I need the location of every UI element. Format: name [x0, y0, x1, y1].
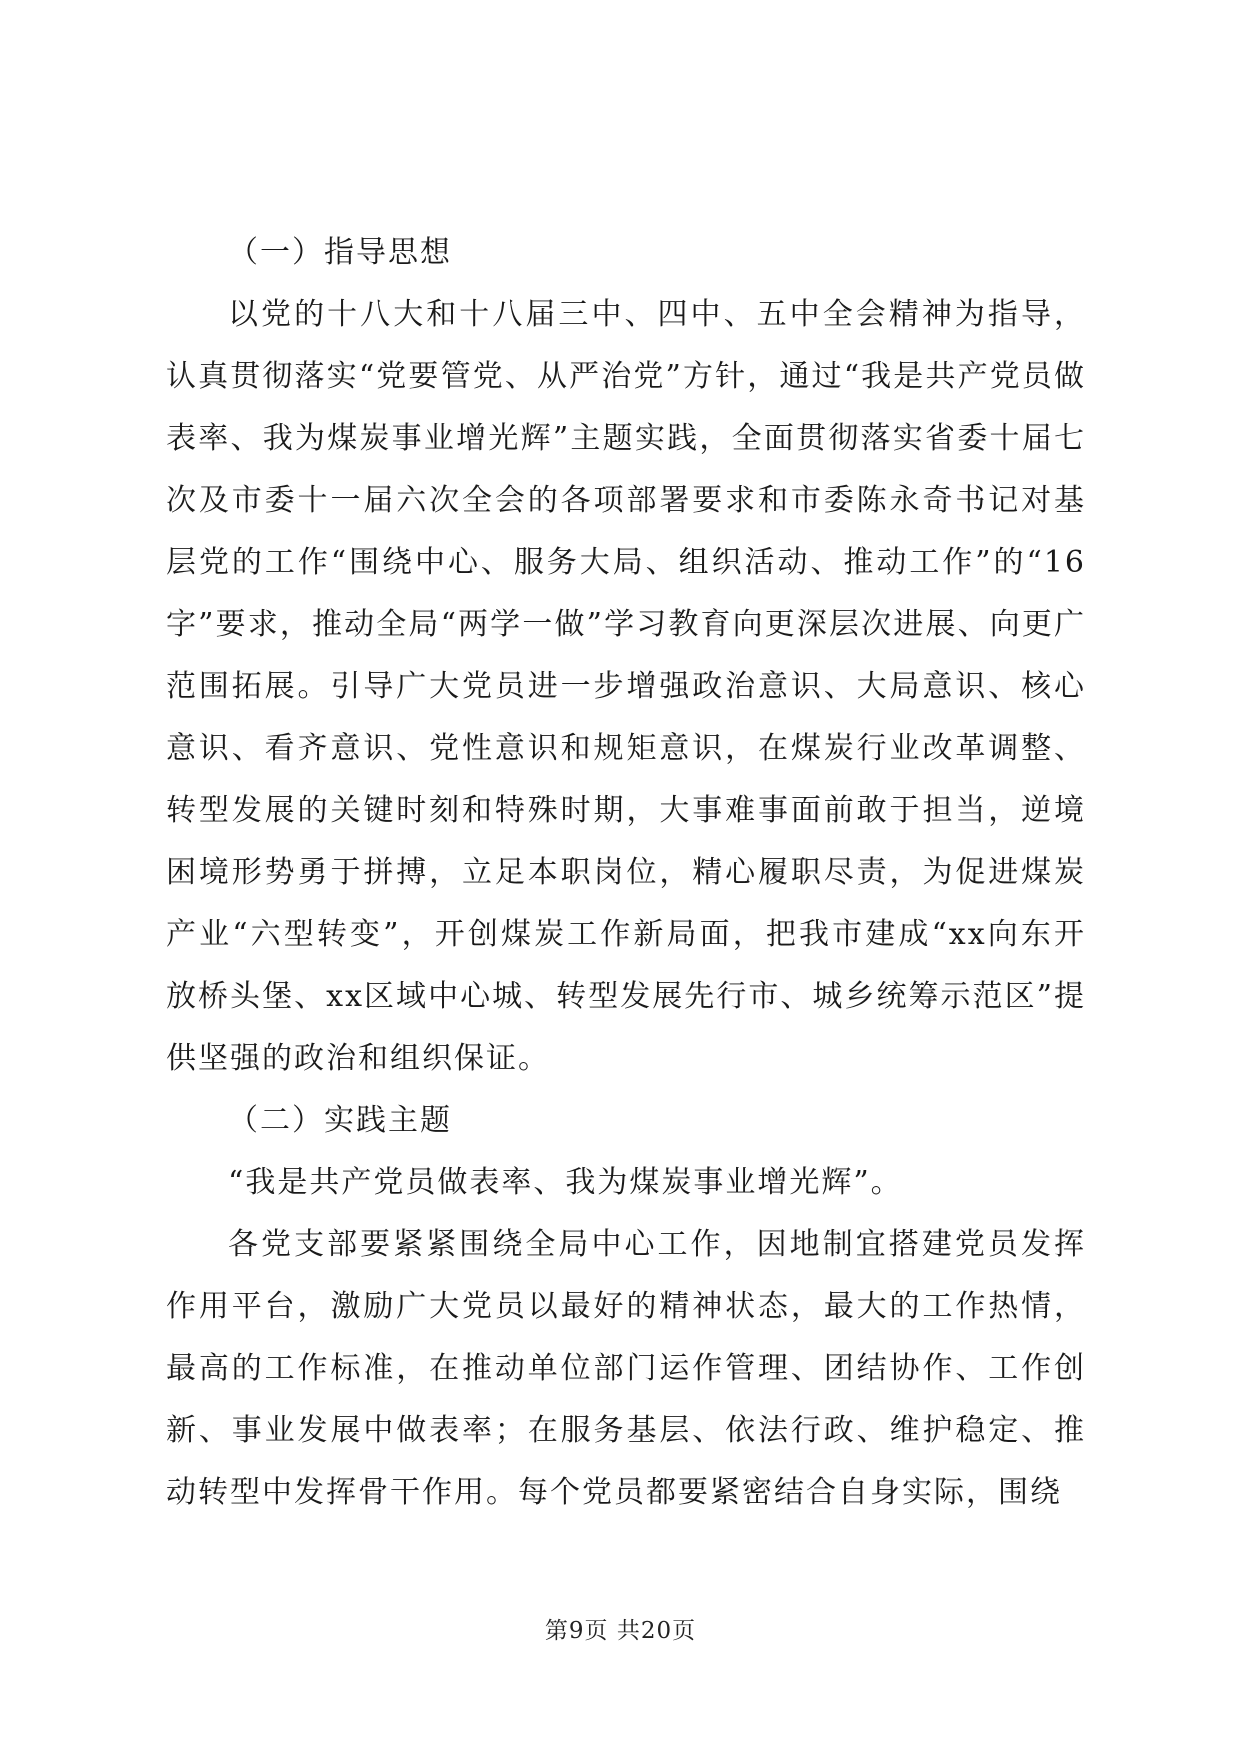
page-number-footer: 第9页 共20页	[544, 1618, 697, 1644]
paragraph-party-branch-requirements: 各党支部要紧紧围绕全局中心工作，因地制宜搭建党员发挥作用平台，激励广大党员以最好的精神状态，最大的工作热情，最高的工作标准，在推动单位部门运作管理、团结协作、工作创新、事业发展中做表率；在服务基层、依法行政、维护稳定、推动转型中发挥骨干作用。每个党员都要紧密结合自身实际，围绕	[166, 1227, 1086, 1510]
section-heading-practice-theme: （二）实践主题	[228, 1103, 452, 1138]
document-body	[166, 222, 1086, 1524]
paragraph-guiding-ideology: 以党的十八大和十八届三中、四中、五中全会精神为指导，认真贯彻落实“党要管党、从严治党”方针，通过“我是共产党员做表率、我为煤炭事业增光辉”主题实践，全面贯彻落实省委十届七次及市委十一届六次全会的各项部署要求和市委陈永奇书记对基层党的工作“围绕中心、服务大局、组织活动、推动工作”的“16字”要求，推动全局“两学一做”学习教育向更深层次进展、向更广范围拓展。引导广大党员进一步增强政治意识、大局意识、核心意识、看齐意识、党性意识和规矩意识，在煤炭行业改革调整、转型发展的关键时刻和特殊时期，大事难事面前敢于担当，逆境困境形势勇于拼搏，立足本职岗位，精心履职尽责，为促进煤炭产业“六型转变”，开创煤炭工作新局面，把我市建成“xx向东开放桥头堡、xx区域中心城、转型发展先行市、城乡统筹示范区”提供坚强的政治和组织保证。	[166, 297, 1086, 1076]
paragraph-theme-slogan: “我是共产党员做表率、我为煤炭事业增光辉”。	[228, 1165, 903, 1200]
section-heading-guiding-ideology: （一）指导思想	[228, 235, 452, 270]
